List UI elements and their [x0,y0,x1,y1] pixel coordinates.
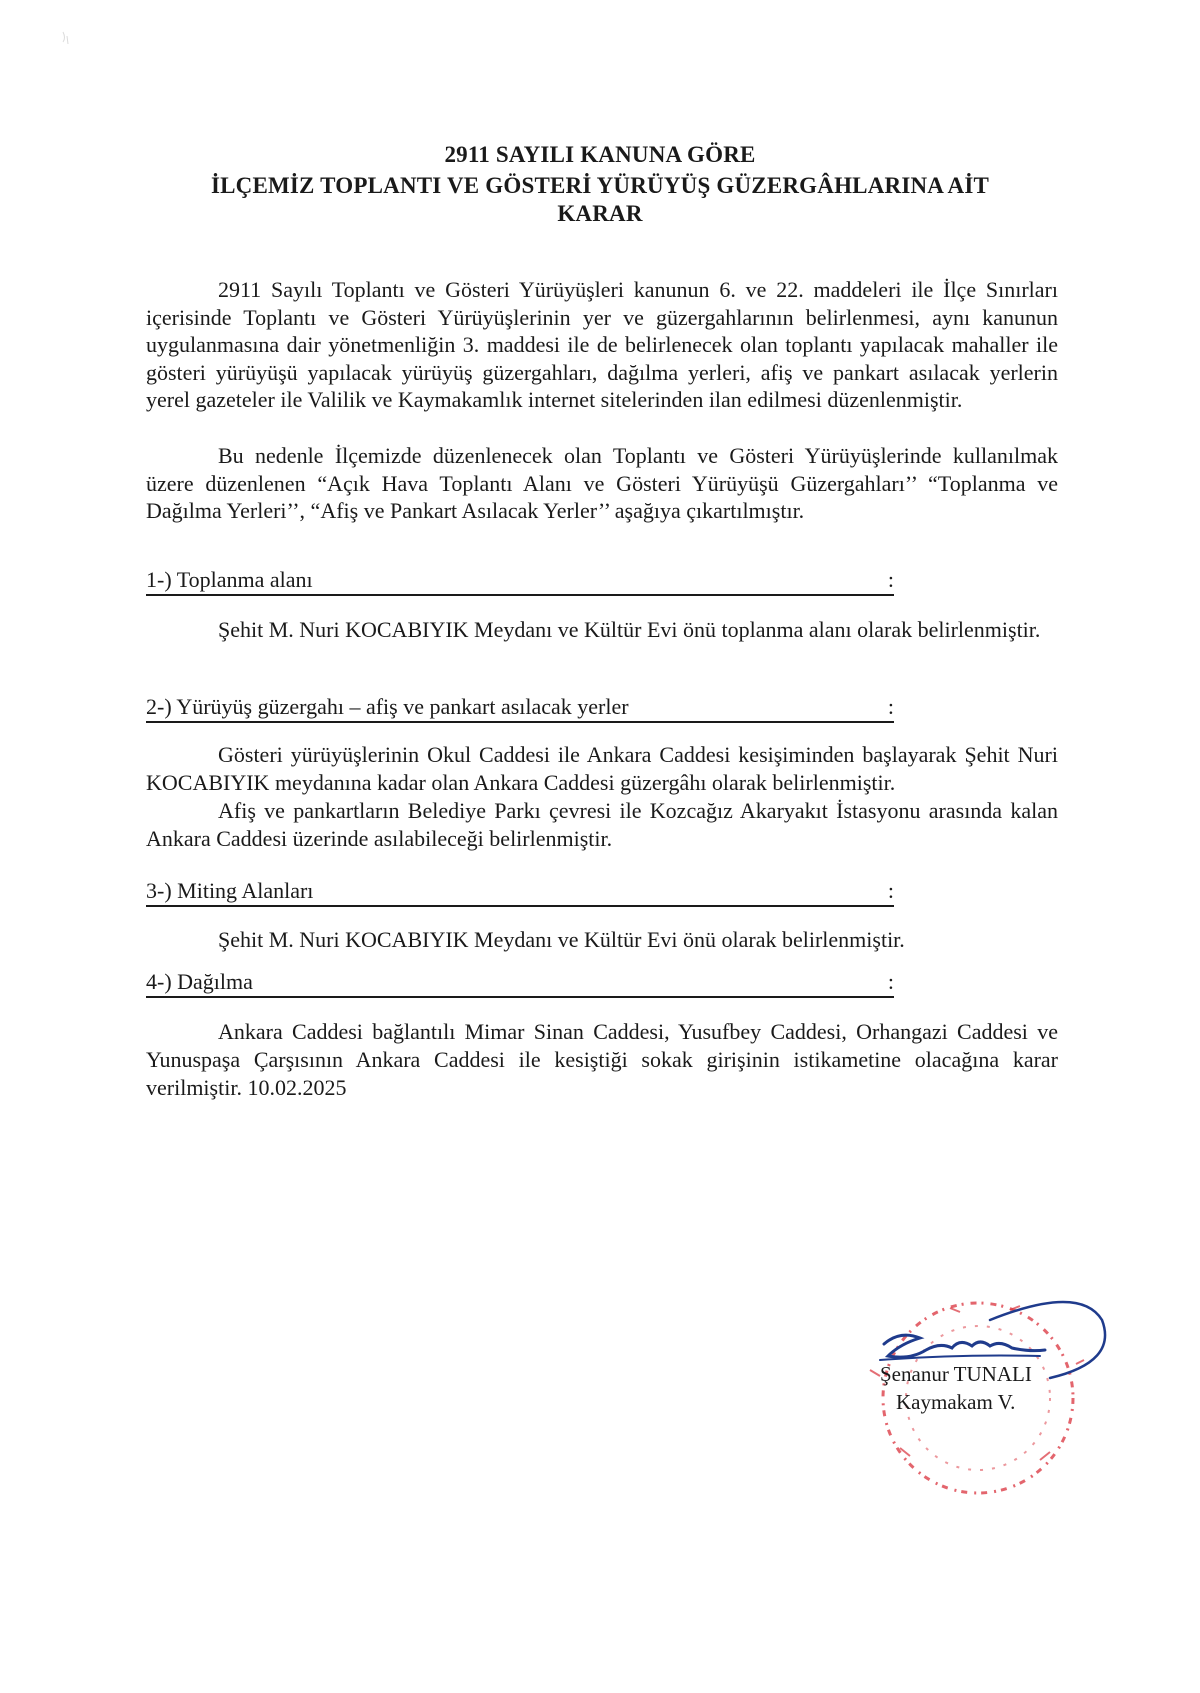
signature-block [840,1280,1120,1500]
document-title-line-1: 2911 SAYILI KANUNA GÖRE [444,142,756,167]
second-paragraph: Bu nedenle İlçemizde düzenlenecek olan Toplantı ve Gösteri Yürüyüşlerinde kullanılmak üzere düzenlenen “Açık Hava Toplantı Alanı ve Gösteri Yürüyüşü Güzergahları’’ “Toplanma ve Dağılma Yerleri’’, “Afiş ve Pankart Asılacak Yerler’’ aşağıya çıkartılmıştır. [146,443,1058,524]
section-heading-2 [146,693,894,723]
section-3-body: Şehit M. Nuri KOCABIYIK Meydanı ve Kültür Evi önü olarak belirlenmiştir. [218,927,905,952]
section-2-body-1: Gösteri yürüyüşlerinin Okul Caddesi ile Ankara Caddesi kesişiminden başlayarak Şehit Nuri KOCABIYIK meydanına kadar olan Ankara Caddesi güzergâhı olarak belirlenmiştir. [146,742,1058,795]
document-title-line-2: İLÇEMİZ TOPLANTI VE GÖSTERİ YÜRÜYÜŞ GÜZERGÂHLARINA AİT [210,173,990,198]
document-title-line-3: KARAR [557,201,643,226]
section-heading-3 [146,877,894,907]
section-1-body: Şehit M. Nuri KOCABIYIK Meydanı ve Kültür Evi önü toplanma alanı olarak belirlenmiştir. [218,617,1041,642]
section-heading-4 [146,968,894,998]
section-heading-colon: : [887,567,894,592]
scan-mark-icon [60,30,72,50]
intro-paragraph: 2911 Sayılı Toplantı ve Gösteri Yürüyüşleri kanunun 6. ve 22. maddeleri ile İlçe Sınırları içerisinde Toplantı ve Gösteri Yürüyüşlerinin yer ve güzergahlarının belirlenmesi, aynı kanunun uygulanmasına dair yönetmenliğin 3. maddesi ile de belirlenecek olan toplantı yapılacak mahaller ile gösteri yürüyüşü yapılacak yürüyüş güzergahları, dağılma yerleri, afiş ve pankart asılacak yerlerin yerel gazeteler ile Valilik ve Kaymakamlık internet sitelerinden ilan edilmesi düzenlenmiştir. [146,277,1058,413]
section-heading-1 [146,566,894,596]
section-heading-colon: : [887,694,894,719]
section-heading-colon: : [887,969,894,994]
section-heading-colon: : [887,878,894,903]
section-heading-text: 3-) Miting Alanları [146,878,314,903]
section-2-body-2: Afiş ve pankartların Belediye Parkı çevresi ile Kozcağız Akaryakıt İstasyonu arasında kalan Ankara Caddesi üzerinde asılabileceği belirlenmiştir. [146,798,1058,851]
section-heading-text: 2-) Yürüyüş güzergahı – afiş ve pankart asılacak yerler [146,694,629,719]
section-4-body: Ankara Caddesi bağlantılı Mimar Sinan Caddesi, Yusufbey Caddesi, Orhangazi Caddesi ve Yunuspaşa Çarşısının Ankara Caddesi ile kesiştiği sokak girişinin istikametine olacağına karar verilmiştir. 10.02.2025 [146,1019,1058,1100]
signatory-name: Şenanur TUNALI [880,1362,1032,1386]
section-heading-text: 1-) Toplanma alanı [146,567,313,592]
section-heading-text: 4-) Dağılma [146,969,253,994]
signatory-title: Kaymakam V. [896,1390,1016,1414]
